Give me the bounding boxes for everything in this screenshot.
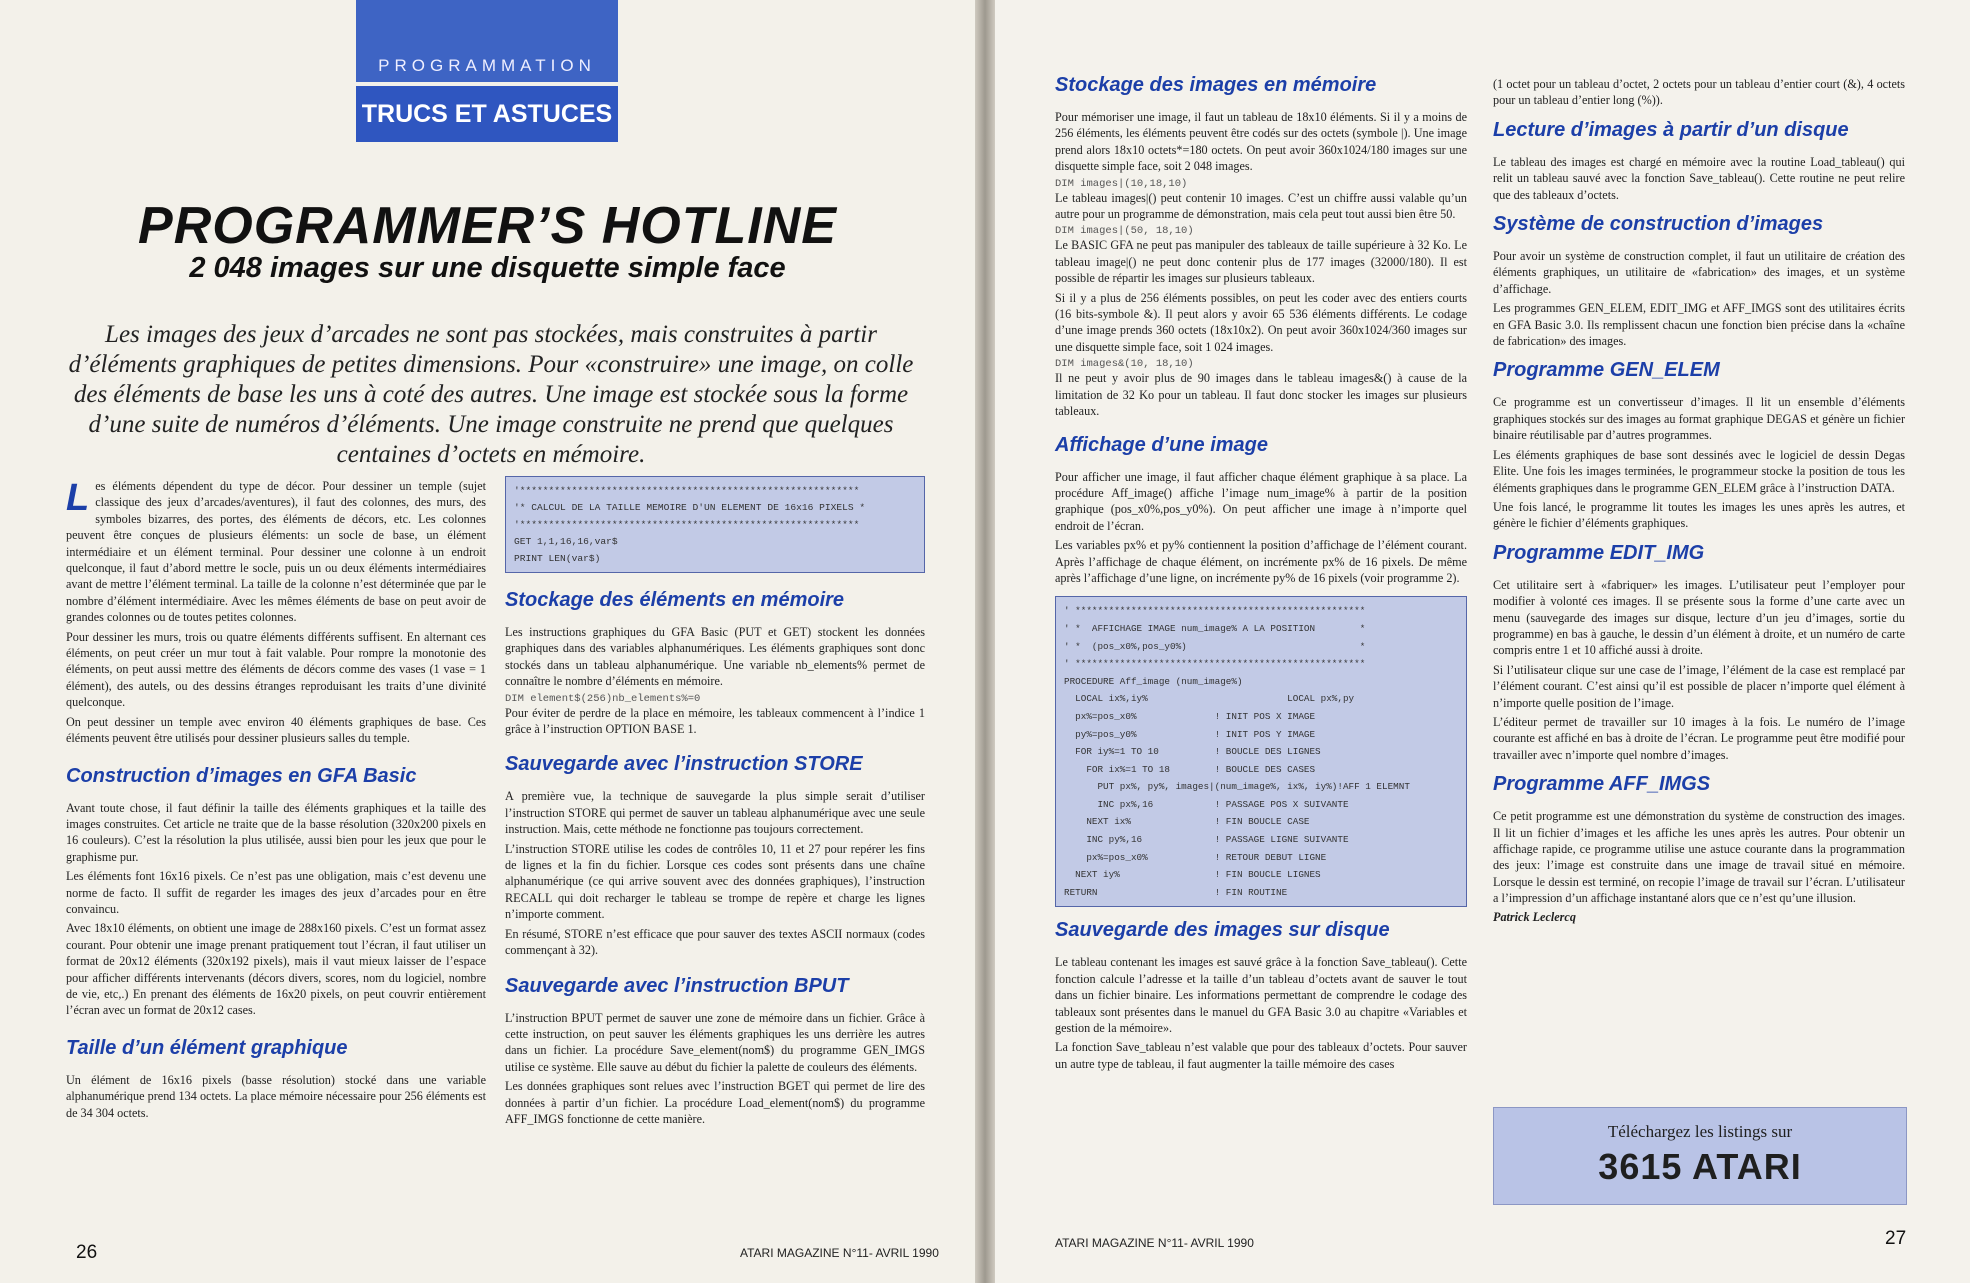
code-listing-1: '*********************************************************** '* CALCUL DE LA TAILLE MEMOIRE D'UN ELEMENT DE 16x16 PIXELS * '*********************************************************** GET 1,1,16,16,var$ PRINT LEN(var$) xyxy=(505,476,925,573)
section-heading: Stockage des images en mémoire xyxy=(1055,74,1377,96)
section-heading: Sauvegarde avec l’instruction BPUT xyxy=(505,974,849,997)
code-listing-2: ' **************************************************** ' * AFFICHAGE IMAGE num_image% A LA POSITION * ' * (pos_x0%,pos_y0%) * ' **************************************************** PROCEDURE Aff_image (num_image%) LOCAL ix%,iy% LOCAL px%,py px%=pos_x0% ! INIT POS X IMAGE py%=pos_y0% ! INIT POS Y IMAGE FOR iy%=1 TO 10 ! BOUCLE DES LIGNES FOR ix%=1 TO 18 ! BOUCLE DES CASES PUT px%, py%, images|(num_image%, ix%, iy%)!AFF 1 ELEMNT INC px%,16 ! PASSAGE POS X SUIVANTE NEXT ix% ! FIN BOUCLE CASE INC py%,16 ! PASSAGE LIGNE SUIVANTE px%=pos_x0% ! RETOUR DEBUT LIGNE NEXT iy% ! FIN BOUCLE LIGNES RETURN ! FIN ROUTINE xyxy=(1055,596,1467,907)
footer-right: ATARI MAGAZINE N°11- AVRIL 1990 xyxy=(1055,1236,1254,1250)
page-right xyxy=(995,0,1970,1283)
section-heading: Construction d’images en GFA Basic xyxy=(66,764,417,787)
right-column-2 xyxy=(1493,76,1905,925)
paragraph: Pour avoir un système de construction complet, il faut un utilitaire de création des éléments graphiques, un utilitaire de «fabrication» des images, et un système d’affichage. xyxy=(1493,249,1905,296)
paragraph: Pour dessiner les murs, trois ou quatre éléments différents suffisent. En alternant ces éléments, on peut créer un mur tout à fait valable. Pour rompre la monotonie des éléments, on peut aussi mettre des éléments de décors comme des vases (1 vase = 1 élément), des autels, ou des dessins étranges reproduisant les traits d’une divinité quelconque. xyxy=(66,629,486,710)
paragraph: Pour éviter de perdre de la place en mémoire, les tableaux commencent à l’indice 1 grâce à l’instruction OPTION BASE 1. xyxy=(505,705,925,737)
paragraph: Il ne peut y avoir plus de 90 images dans le tableau images&() à cause de la limitation de 32 Ko pour un tableau. Il faut donc stocker les images sur plusieurs tableaux. xyxy=(1055,371,1467,419)
code-line: DIM images|(10,18,10) xyxy=(1055,177,1188,190)
code-line: DIM element$(256)nb_elements%=0 xyxy=(505,692,701,705)
download-code: 3615 ATARI xyxy=(1598,1146,1802,1187)
page-number-left: 26 xyxy=(76,1242,98,1263)
right-column-1 xyxy=(1055,74,1467,1075)
paragraph: (1 octet pour un tableau d’octet, 2 octets pour un tableau d’entier court (&), 4 octets pour un tableau d’entier long (%)). xyxy=(1493,77,1905,108)
paragraph: Pour afficher une image, il faut afficher chaque élément graphique à sa place. La procédure Aff_image() affiche l’image num_image% à partir de la position graphique (pos_x0%,pos_y0%). On peut afficher une image à n’importe quel endroit de l’écran. xyxy=(1055,469,1467,533)
paragraph: Le tableau images|() peut contenir 10 images. C’est un chiffre aussi valable qu’un autre pour un programme de démonstration, mais cela peut tout aussi bien être 50. xyxy=(1055,190,1467,222)
section-heading: Stockage des éléments en mémoire xyxy=(505,589,845,611)
rubric-label: PROGRAMMATION xyxy=(378,56,596,75)
paragraph: A première vue, la technique de sauvegarde la plus simple serait d’utiliser l’instruction STORE qui permet de sauver un tableau alphanumérique avec une seule instruction. Mais, cette méthode ne fonctionne pas toujours correctement. xyxy=(505,789,925,837)
paragraph: Le tableau des images est chargé en mémoire avec la routine Load_tableau() qui relit un tableau sauvé avec la fonction Save_tableau(). Cette routine ne peut relire que des tableaux d’octets. xyxy=(1493,154,1905,202)
paragraph: Les instructions graphiques du GFA Basic (PUT et GET) stockent les données graphiques dans des variables alphanumériques. Les éléments graphiques sont donc stockés dans un tableau alphanumérique. Une variable nb_elements% permet de connaître le nombre d’éléments en mémoire. xyxy=(505,625,925,689)
paragraph: Pour mémoriser une image, il faut un tableau de 18x10 éléments. Si il y a moins de 256 éléments, les éléments peuvent être codés sur des octets (symbole |). Une image prend alors 18x10 octets*=180 octets. On peut avoir 360x1024/180 images sur une disquette simple face, soit 2 048 images. xyxy=(1055,110,1467,174)
section-heading: Lecture d’images à partir d’un disque xyxy=(1493,118,1849,141)
paragraph: Les données graphiques sont relues avec l’instruction BGET qui permet de lire des données à partir d’un fichier. La procédure Load_element(nom$) du programme AFF_IMGS fonctionne de cette manière. xyxy=(505,1079,925,1126)
paragraph: Avec 18x10 éléments, on obtient une image de 288x160 pixels. C’est un format assez courant. Pour obtenir une image prenant pratiquement tout l’écran, il faut utiliser un format de 20x12 éléments (320x192 pixels), mais il vaut mieux laisser de l’espace pour afficher différents intervenants (décors divers, scores, nom du logiciel, nombre de vie, etc,.) En prenant des éléments de 16x20 pixels, on peut couvrir entièrement l’écran avec un format de 20x12 cases. xyxy=(66,921,486,1018)
page-gutter xyxy=(975,0,995,1283)
paragraph: Ce programme est un convertisseur d’images. Il lit un ensemble d’éléments graphiques stockés sur des images au format graphique DEGAS et génère un fichier binaire réutilisable par d’autres programmes. xyxy=(1493,395,1905,443)
article-subtitle: 2 048 images sur une disquette simple face xyxy=(189,252,786,284)
paragraph: Les éléments font 16x16 pixels. Ce n’est pas une obligation, mais c’est devenu une norme de facto. Il suffit de regarder les images des jeux d’arcades pour en être convaincu. xyxy=(66,869,486,916)
paragraph: Les éléments graphiques de base sont dessinés avec le logiciel de dessin Degas Elite. Une fois les images terminées, le programmeur stocke la position de tous les éléments graphiques dans le programme GEN_ELEM grâce à l’instruction DATA. xyxy=(1493,447,1905,495)
section-rubric xyxy=(356,0,618,82)
paragraph: On peut dessiner un temple avec environ 40 éléments graphiques de base. Ces éléments peuvent être utilisés pour dessiner plusieurs salles du temple. xyxy=(66,714,486,746)
paragraph: Si il y a plus de 256 éléments possibles, on peut les coder avec des entiers courts (16 bits-symbole &). Il peut alors y avoir 65 536 éléments différents. Le codage d’une image prends 360 octets (18x10x2). On peut avoir 360x1024/360 images sur une disquette simple face, soit 1 024 images. xyxy=(1055,290,1467,354)
download-box xyxy=(1493,1107,1907,1205)
author-signature: Patrick Leclercq xyxy=(1493,909,1576,924)
paragraph: Les variables px% et py% contiennent la position d’affichage de l’élément courant. Après l’affichage de chaque élément, on incrémente px% de 16 pixels. De même après l’affichage d’une ligne, on incrémente py% de 16 pixels (voir programme 2). xyxy=(1055,538,1467,585)
download-label: Téléchargez les listings sur xyxy=(1607,1122,1793,1141)
code-line: DIM images|(50, 18,10) xyxy=(1055,225,1194,238)
paragraph-text: es éléments dépendent du type de décor. Pour dessiner un temple (sujet classique des jeux d’arcades/aventures), il faut des colonnes, des murs, des symboles bizarres, des portes, des éléments de décors, etc. Les colonnes peuvent être conçues de plusieurs éléments: un socle de base, un élément intermédiaire et un élément terminal. Pour dessiner une colonne à un endroit quelconque, il faut d’abord mettre le socle, puis un ou deux éléments intermédiaires avant de mettre l’élément terminal. La taille de la colonne n’est déterminée que par le nombre d’élément intermédiaire. Avec les mêmes éléments de base on peut avoir de grandes colonnes ou de toutes petites colonnes. xyxy=(66,479,486,625)
section-heading: Programme EDIT_IMG xyxy=(1493,541,1705,564)
section-heading: Programme AFF_IMGS xyxy=(1493,773,1711,796)
paragraph: Les programmes GEN_ELEM, EDIT_IMG et AFF_IMGS sont des utilitaires écrits en GFA Basic 3.0. Ils remplissent chacun une fonction bien précise dans la «chaîne de fabrication» des images. xyxy=(1493,301,1905,349)
section-heading: Sauvegarde des images sur disque xyxy=(1055,919,1390,942)
page-left xyxy=(0,0,975,1283)
paragraph: Avant toute chose, il faut définir la taille des éléments graphiques et la taille des images construites. Cet article ne traite que de la basse résolution (320x200 pixels en 16 couleurs). C’est la résolution la plus utilisée, aussi bien pour les jeux que pour le graphisme pur. xyxy=(66,800,486,864)
section-heading: Système de construction d’images xyxy=(1493,213,1824,236)
left-column-1 xyxy=(66,478,486,1124)
paragraph xyxy=(66,478,486,626)
page-number-right: 27 xyxy=(1885,1228,1907,1249)
drop-cap: L xyxy=(66,477,90,519)
section-heading: Programme GEN_ELEM xyxy=(1493,359,1720,382)
paragraph: L’instruction STORE utilise les codes de contrôles 10, 11 et 27 pour repérer les fins de lignes et la fin du fichier. Lorsque ces codes sont présents dans une chaîne alphanumérique (ce qui arrive souvent avec des données graphiques), l’instruction RECALL qui doit recharger le tableau se trompe de repère et charge les lignes n’importe comment. xyxy=(505,841,925,922)
section-heading: Affichage d’une image xyxy=(1055,433,1269,456)
paragraph: La fonction Save_tableau n’est valable que pour des tableaux d’octets. Pour sauver un autre type de tableau, il faut augmenter la taille mémoire des cases xyxy=(1055,1040,1467,1071)
article-intro: Les images des jeux d’arcades ne sont pas stockées, mais construites à partir d’éléments graphiques de petites dimensions. Pour «construire» une image, on colle des éléments de base les uns à coté des autres. Une image est stockée sous la forme d’une suite de numéros d’éléments. Une image construite ne prend que quelques centaines d’octets en mémoire. xyxy=(68,321,914,468)
paragraph: Ce petit programme est une démonstration du système de construction des images. Il lit un fichier d’images et les affiche les unes après les autres. Pour obtenir un affichage rapide, ce programme utilise une astuce courante dans la programmation des jeux: l’image est construite dans une image de travail situé en mémoire. Lorsque le dessin est terminé, on recopie l’image de travail sur l’écran. L’utilisateur a l’impression d’un affichage instantané alors que ce n’est qu’une illusion. xyxy=(1493,809,1905,906)
code-line: DIM images&(10, 18,10) xyxy=(1055,358,1194,371)
paragraph: Si l’utilisateur clique sur une case de l’image, l’élément de la case est remplacé par l’élément courant. C’est ainsi qu’il est possible de placer n’importe quel élément à n’importe quelle position de l’image. xyxy=(1493,662,1905,710)
article-title: PROGRAMMER’S HOTLINE xyxy=(138,197,837,255)
paragraph: En résumé, STORE n’est efficace que pour sauver des textes ASCII normaux (codes commençant à 32). xyxy=(505,926,925,958)
paragraph: Le BASIC GFA ne peut pas manipuler des tableaux de taille supérieure à 32 Ko. Le tableau image|() ne peut donc contenir plus de 177 images (32000/180). Il est possible de répartir les images sur plusieurs tableaux. xyxy=(1055,238,1467,286)
section-heading: Sauvegarde avec l’instruction STORE xyxy=(505,753,863,776)
paragraph: Un élément de 16x16 pixels (basse résolution) stocké dans une variable alphanumérique prend 134 octets. La place mémoire nécessaire pour 256 éléments est de 34 304 octets. xyxy=(66,1072,486,1120)
paragraph: L’instruction BPUT permet de sauver une zone de mémoire dans un fichier. Grâce à cette instruction, on peut sauver les éléments graphiques les uns derrière les autres dans un fichier. La procédure Save_element(nom$) du programme GEN_IMGS utilise ce système. Elle sauve au début du fichier la palette de couleurs des éléments. xyxy=(505,1010,925,1074)
section-heading: Taille d’un élément graphique xyxy=(66,1036,348,1059)
left-column-2 xyxy=(505,476,925,1130)
tips-banner: TRUCS ET ASTUCES xyxy=(356,86,618,142)
paragraph: Le tableau contenant les images est sauvé grâce à la fonction Save_tableau(). Cette fonction calcule l’adresse et la taille d’un tableau d’octets avant de sauver le tout dans un fichier binaire. Les informations permettant de comprendre le codage des tableaux sont présentes dans le manuel du GFA Basic 3.0 au chapitre «Variables et gestion de la mémoire». xyxy=(1055,955,1467,1036)
footer-left: ATARI MAGAZINE N°11- AVRIL 1990 xyxy=(740,1246,939,1260)
paragraph: L’éditeur permet de travailler sur 10 images à la fois. Le numéro de l’image courante est affiché en bas à droite de l’écran. Le programme peut être modifié pour travailler avec n’importe quel nombre d’images. xyxy=(1493,714,1905,762)
paragraph: Cet utilitaire sert à «fabriquer» les images. L’utilisateur peut l’employer pour modifier à volonté ces images. Il se présente sous la forme d’une carte avec un menu (sauvegarde des images sur disque, lecture d’un jeu d’images, sortie du programme) en bas à gauche, le dessin d’un élément à droite, et un numéro de carte compris entre 1 et 10 affiché aussi à droite. xyxy=(1493,577,1905,658)
paragraph: Une fois lancé, le programme lit toutes les images les unes après les autres, et génère le fichier d’éléments graphiques. xyxy=(1493,499,1905,531)
